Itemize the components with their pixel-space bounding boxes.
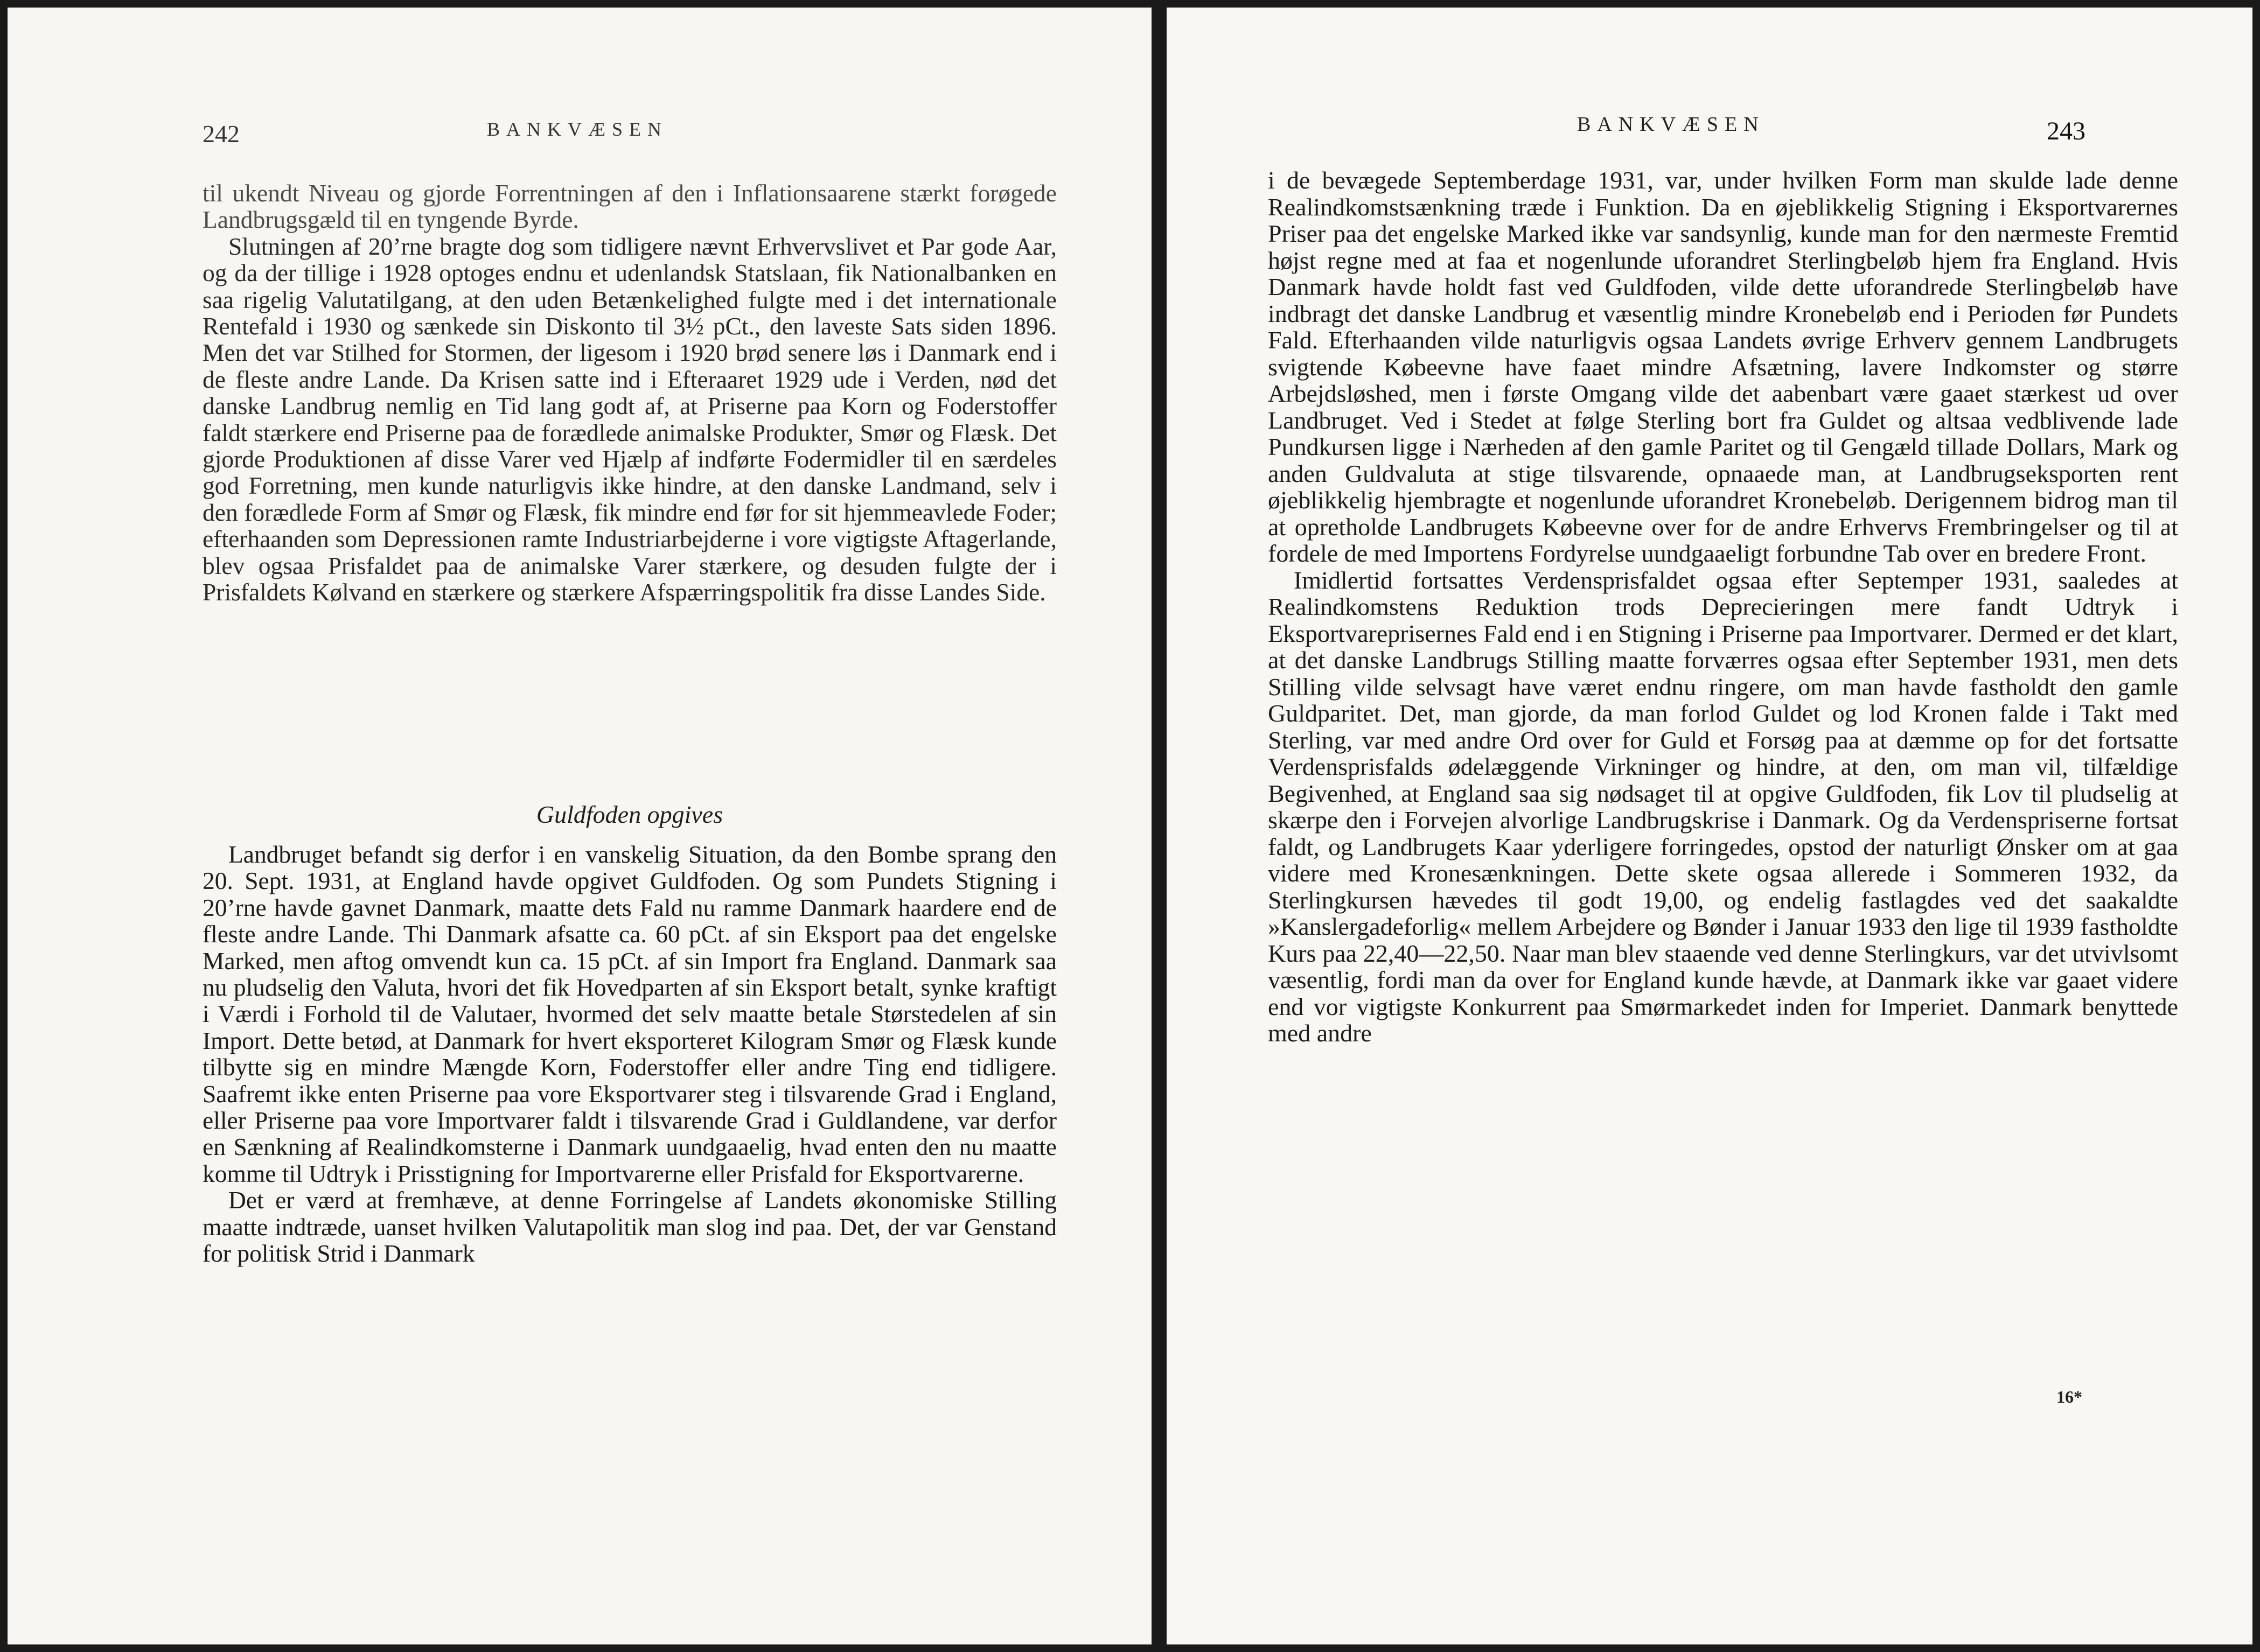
right-page (1167, 8, 2252, 1644)
text-block-top (203, 180, 1057, 606)
paragraph: Imidlertid fortsattes Verdensprisfaldet ogsaa efter Septemper 1931, saaledes at Realindkomstens Reduktion trods Deprecieringen mere fandt Udtryk i Eksportvareprisernes Fald end i en Stigning i Priserne paa Importvarer. Dermed er det klart, at det danske Landbrugs Stilling maatte forværres ogsaa efter September 1931, men dets Stilling vilde selvsagt have været endnu ringere, om man havde fastholdt den gamle Guldparitet. Det, man gjorde, da man forlod Guldet og lod Kronen falde i Takt med Sterling, var med andre Ord over for Guld et Forsøg paa at dæmme op for det fortsatte Verdensprisfalds ødelæggende Virkninger og hindre, at den, om man vil, tilfældige Begivenhed, at England saa sig nødsaget til at opgive Guldfoden, fik Lov til pludselig at skærpe den i Forvejen alvorlige Landbrugskrise i Danmark. Og da Verdenspriserne fortsat faldt, og Landbrugets Kaar yderligere forringedes, opstod der naturligt Ønsker om at gaa videre med Kronesænkningen. Dette skete ogsaa allerede i Sommeren 1932, da Sterlingkursen hævedes til godt 19,00, og endelig fastlagdes ved det saakaldte »Kanslergadeforlig« mellem Arbejdere og Bønder i Januar 1933 den lige til 1939 fastholdte Kurs paa 22,40—22,50. Naar man blev staaende ved denne Sterlingkurs, var det utvivlsomt væsentlig, fordi man da over for England kunde hævde, at Danmark ikke var gaaet videre end vor vigtigste Konkurrent paa Smørmarkedet inden for Imperiet. Danmark benyttede med andre (1268, 566, 2178, 1047)
running-head: BANKVÆSEN (1577, 113, 1765, 136)
paragraph: Det er værd at fremhæve, at denne Forringelse af Landets økonomiske Stilling maatte indtræde, uanset hvilken Valutapolitik man slog ind paa. Det, der var Genstand for politisk Strid i Danmark (203, 1186, 1057, 1268)
paragraph: Landbruget befandt sig derfor i en vanskelig Situation, da den Bombe sprang den 20. Sept. 1931, at England havde opgivet Guldfoden. Og som Pundets Stigning i 20’rne havde gavnet Danmark, maatte dets Fald nu ramme Danmark haardere end de fleste andre Lande. Thi Danmark afsatte ca. 60 pCt. af sin Eksport paa det engelske Marked, men aftog omvendt kun ca. 15 pCt. af sin Import fra England. Danmark saa nu pludselig den Valuta, hvori det fik Hovedparten af sin Eksport betalt, synke kraftigt i Værdi i Forhold til de Valutaer, hvormed det selv maatte betale Størstedelen af sin Import. Dette betød, at Danmark for hvert eksporteret Kilogram Smør og Flæsk kunde tilbytte sig en mindre Mængde Korn, Foderstoffer eller andre Ting end tidligere. Saafremt ikke enten Priserne paa vore Eksportvarer steg i tilsvarende Grad i England, eller Priserne paa vore Importvarer faldt i tilsvarende Grad i Guldlandene, var derfor en Sænkning af Realindkomsterne i Danmark uundgaaelig, hvad enten den nu maatte komme til Udtryk i Prisstigning for Importvarerne eller Prisfald for Eksportvarerne. (203, 841, 1057, 1187)
signature-mark: 16* (2056, 1387, 2082, 1406)
page-number: 242 (203, 120, 240, 148)
paragraph: til ukendt Niveau og gjorde Forrentningen af den i Inflationsaarene stærkt forøgede Landbrugsgæld til en tyngende Byrde. (203, 179, 1057, 234)
paragraph: i de bevægede Septemberdage 1931, var, under hvilken Form man skulde lade denne Realindkomstsænkning træde i Funktion. Da en øjeblikkelig Stigning i Eksportvarernes Priser paa det engelske Marked ikke var sandsynlig, kunde man for den nærmeste Fremtid højst regne med at faa et nogenlunde uforandret Sterlingbeløb hjem fra England. Hvis Danmark havde holdt fast ved Guldfoden, vilde dette uforandrede Sterlingbeløb have indbragt det danske Landbrug et væsentlig mindre Kronebeløb end i Perioden før Pundets Fald. Efterhaanden vilde naturligvis ogsaa Landets øvrige Erhverv gennem Landbrugets svigtende Købeevne have faaet mindre Afsætning, lavere Indkomster og større Arbejdsløshed, men i første Omgang vilde det aabenbart være gaaet stærkest ud over Landbruget. Ved i Stedet at følge Sterling bort fra Guldet og altsaa vedblivende lade Pundkursen ligge i Nærheden af den gamle Paritet og til Gengæld tillade Dollars, Mark og anden Guldvaluta at stige tilsvarende, opnaaede man, at Landbrugseksporten rent øjeblikkelig hjembragte et nogenlunde uforandret Kronebeløb. Derigennem bidrog man til at opretholde Landbrugets Købeevne over for de andre Erhvervs Frembringelser og til at fordele de med Importens Fordyrelse uundgaaeligt forbundne Tab over en bredere Front. (1268, 166, 2178, 567)
running-head: BANKVÆSEN (487, 118, 668, 140)
left-page (8, 8, 1152, 1644)
page-number: 243 (2047, 117, 2085, 145)
text-block-bottom (203, 841, 1057, 1267)
section-heading: Guldfoden opgives (536, 801, 723, 828)
text-block (1268, 167, 2178, 1047)
paragraph: Slutningen af 20’rne bragte dog som tidligere nævnt Erhvervslivet et Par gode Aar, og da der tillige i 1928 optoges endnu et udenlandsk Statslaan, fik Nationalbanken en saa rigelig Valutatilgang, at den uden Betænkelighed fulgte med i det internationale Rentefald i 1930 og sænkede sin Diskonto til 3½ pCt., den laveste Sats siden 1896. Men det var Stilhed for Stormen, der ligesom i 1920 brød senere løs i Danmark end i de fleste andre Lande. Da Krisen satte ind i Efteraaret 1929 ude i Verden, nød det danske Landbrug nemlig en Tid lang godt af, at Priserne paa Korn og Foderstoffer faldt stærkere end Priserne paa de forædlede animalske Produkter, Smør og Flæsk. Det gjorde Produktionen af disse Varer ved Hjælp af indførte Fodermidler til en særdeles god Forretning, men kunde naturligvis ikke hindre, at den danske Landmand, selv i den forædlede Form af Smør og Flæsk, fik mindre end før for sit hjemmeavlede Foder; efterhaanden som Depressionen ramte Industriarbejderne i vore vigtigste Aftagerlande, blev ogsaa Prisfaldet paa de animalske Varer stærkere, og desuden fulgte der i Prisfaldets Kølvand en stærkere og stærkere Afspærringspolitik fra disse Landes Side. (203, 232, 1057, 606)
